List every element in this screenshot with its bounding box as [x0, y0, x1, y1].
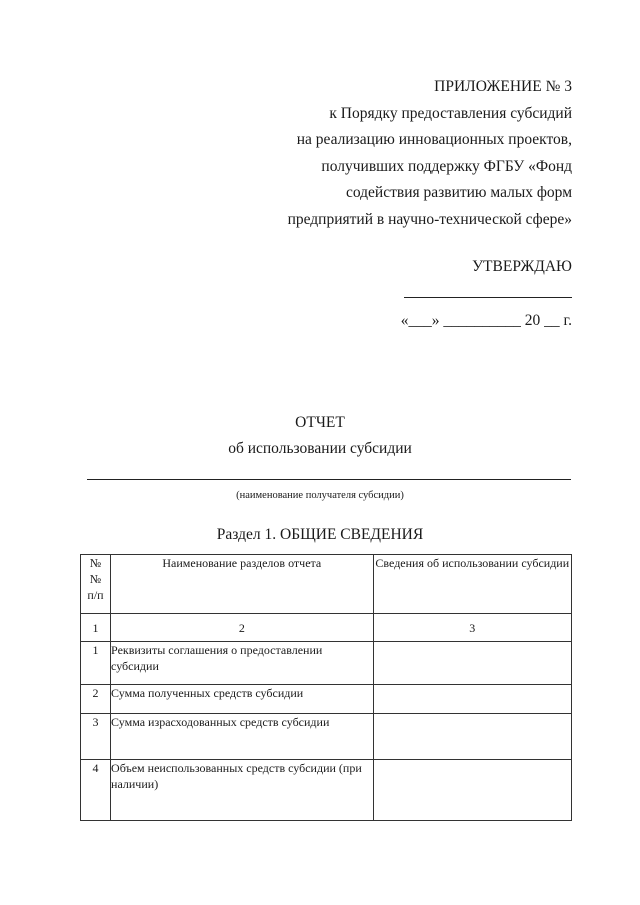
- row-info-cell[interactable]: [373, 685, 571, 714]
- recipient-name-line: [87, 479, 571, 480]
- row-name: Сумма полученных средств субсидии: [111, 685, 374, 714]
- row-number: 2: [81, 685, 111, 714]
- table-row: [81, 642, 572, 685]
- table-row: [81, 760, 572, 821]
- row-name: Реквизиты соглашения о предоставлении субсидии: [111, 642, 374, 685]
- index-cell: 1: [81, 614, 111, 642]
- row-number: 3: [81, 714, 111, 760]
- row-number: 4: [81, 760, 111, 821]
- header-usage-info: Сведения об использовании субсидии: [373, 555, 571, 614]
- report-subtitle: об использовании субсидии: [228, 440, 412, 457]
- appendix-line: содействия развитию малых форм: [345, 184, 572, 201]
- row-number: 1: [81, 642, 111, 685]
- row-name: Сумма израсходованных средств субсидии: [111, 714, 374, 760]
- header-num-line: п/п: [87, 588, 104, 602]
- index-cell: 2: [111, 614, 374, 642]
- appendix-line: на реализацию инновационных проектов,: [296, 131, 572, 148]
- recipient-caption: (наименование получателя субсидии): [236, 490, 404, 501]
- header-num-line: №: [89, 556, 102, 570]
- row-info-cell[interactable]: [373, 714, 571, 760]
- header-section-name: Наименование разделов отчета: [111, 555, 374, 614]
- report-title: ОТЧЕТ: [295, 414, 345, 431]
- header-num: [81, 555, 111, 614]
- appendix-header: [152, 74, 572, 233]
- table-header-row: [81, 555, 572, 614]
- signature-line: [404, 297, 572, 298]
- appendix-line: получивших поддержку ФГБУ «Фонд: [321, 157, 572, 175]
- table-row: [81, 714, 572, 760]
- appendix-line: ПРИЛОЖЕНИЕ № 3: [434, 78, 572, 95]
- general-info-table: [80, 554, 572, 821]
- approval-date-line: «___» __________ 20 __ г.: [400, 312, 572, 329]
- header-num-line: №: [89, 572, 102, 586]
- row-name: Объем неиспользованных средств субсидии (при наличии): [111, 760, 374, 821]
- section-title: Раздел 1. ОБЩИЕ СВЕДЕНИЯ: [216, 526, 424, 543]
- appendix-line: к Порядку предоставления субсидий: [329, 104, 572, 122]
- row-info-cell[interactable]: [373, 642, 571, 685]
- appendix-line: предприятий в научно-технической сфере»: [287, 210, 572, 228]
- index-cell: 3: [373, 614, 571, 642]
- table-row: [81, 685, 572, 714]
- approval-title: УТВЕРЖДАЮ: [472, 258, 572, 275]
- row-info-cell[interactable]: [373, 760, 571, 821]
- table-index-row: [81, 614, 572, 642]
